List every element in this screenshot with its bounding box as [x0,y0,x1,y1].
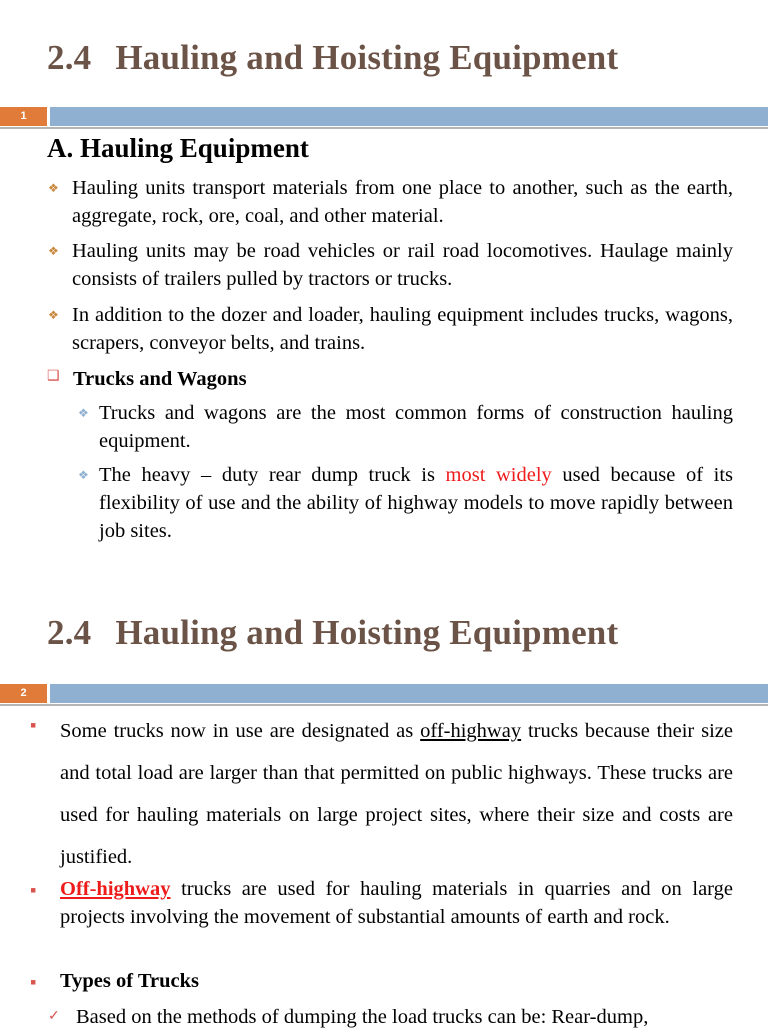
title-text: Hauling and Hoisting Equipment [115,613,619,652]
band-underline [0,704,768,706]
slide-number-badge: 1 [0,107,47,126]
sub-bullet-item: Trucks and wagons are the most common forms of construction hauling equipment. [99,402,733,452]
underlined-term: off-highway [420,720,522,742]
dot-bullet-icon: ▪ [30,715,37,735]
diamond-bullet-icon: ❖ [48,308,59,322]
title-band [0,107,768,128]
title-number: 2.4 [47,38,92,77]
sub-bullet-text: The heavy – duty rear dump truck is [99,464,446,486]
title-band [0,684,768,705]
bullet-text: Some trucks now in use are designated as [60,720,421,742]
band-underline [0,127,768,129]
diamond-bullet-icon: ❖ [48,244,59,258]
slide-title [47,613,618,653]
highlighted-term: Off-highway [60,878,171,900]
bullet-text: trucks because their size and total load are larger than that permitted on public highways. These trucks are used for hauling materials on large project sites, where their size and costs are justified. [60,720,733,868]
dot-bullet-icon: ▪ [30,880,37,900]
sub-bullet-item [99,461,733,545]
diamond-bullet-icon: ❖ [48,181,59,195]
diamond-bullet-icon: ❖ [78,468,89,482]
title-number: 2.4 [47,613,92,652]
band-bar [50,684,768,703]
slide-title [47,38,618,78]
slide-2 [0,580,768,1028]
dot-bullet-icon: ▪ [30,972,37,992]
bullet-heading: Types of Trucks [60,970,199,992]
sub-bullet-text: used because of its flexibility of use and the ability of highway models to move rapidly between job sites. [99,464,733,542]
title-text: Hauling and Hoisting Equipment [115,38,619,77]
bullet-item [60,710,733,878]
check-bullet-icon: ✓ [48,1009,60,1024]
bullet-item: Hauling units may be road vehicles or rail road locomotives. Haulage mainly consists of trailers pulled by tractors or trucks. [72,240,733,290]
bullet-item: Hauling units transport materials from one place to another, such as the earth, aggregate, rock, ore, coal, and other material. [72,177,733,227]
highlighted-text: most widely [445,464,552,486]
bullet-item [60,875,733,931]
band-bar [50,107,768,126]
bullet-item: In addition to the dozer and loader, hauling equipment includes trucks, wagons, scrapers, conveyor belts, and trains. [72,304,733,354]
bullet-text: trucks are used for hauling materials in quarries and on large projects involving the movement of substantial amounts of earth and rock. [60,878,733,928]
square-bullet-icon: ❑ [47,369,60,384]
slide-number-badge: 2 [0,684,47,703]
diamond-bullet-icon: ❖ [78,406,89,420]
subheading: A. Hauling Equipment [47,133,309,163]
section-heading: Trucks and Wagons [73,368,247,390]
sub-bullet-item: Based on the methods of dumping the load trucks can be: Rear-dump, [76,1006,649,1028]
